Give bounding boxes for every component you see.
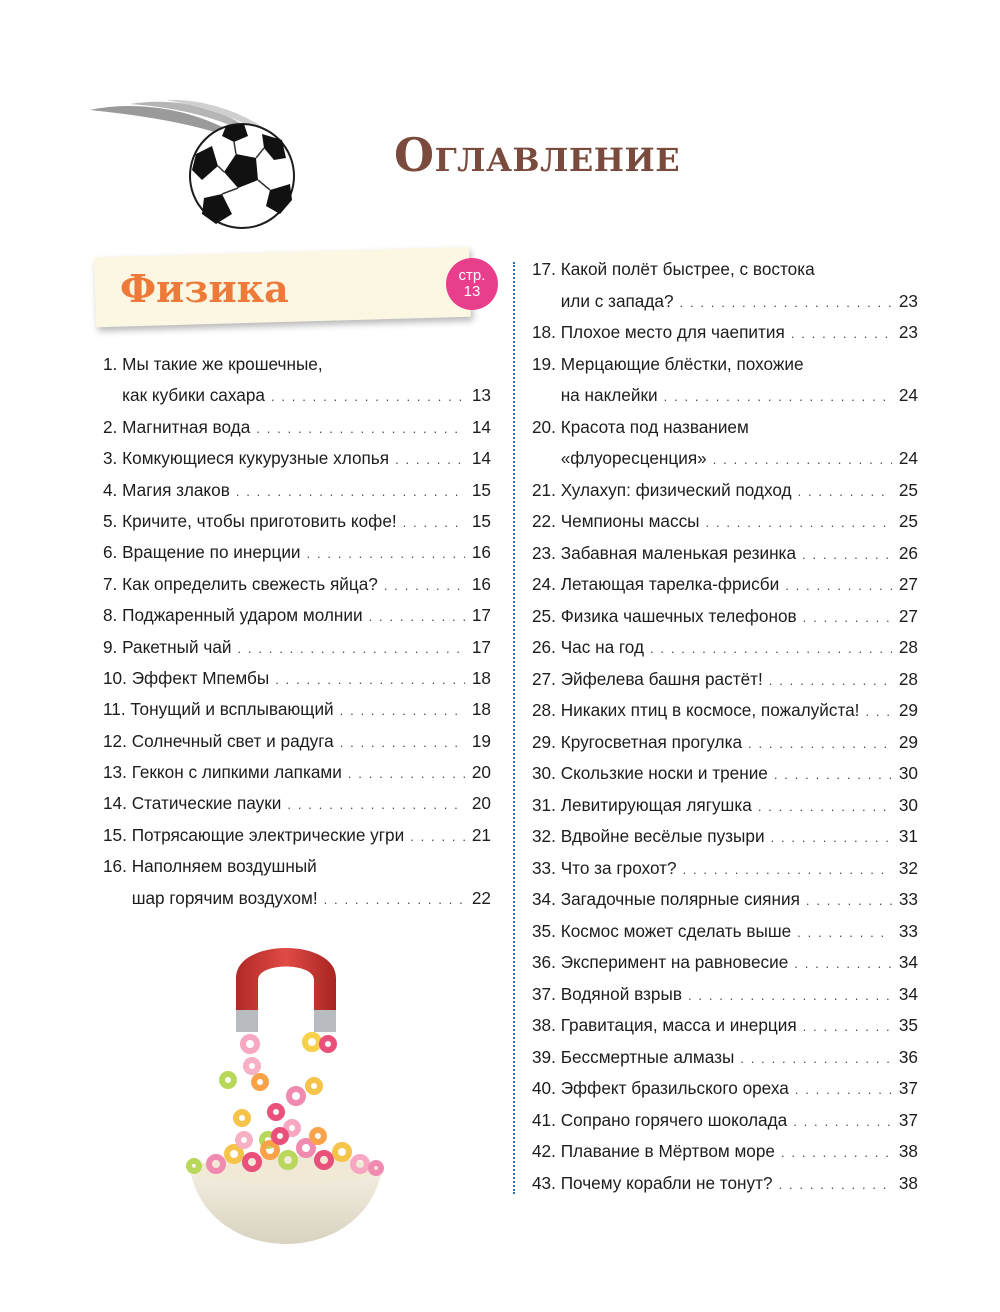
toc-entry-title: Бессмертные алмазы [560,1046,735,1067]
dot-leader [688,980,892,1012]
toc-line [103,851,491,882]
toc-entry-number: 12. [103,730,127,751]
toc-page-number: 32 [898,857,918,878]
toc-entry-number: 42. [532,1141,556,1161]
toc-page-number: 28 [898,637,918,657]
toc-page-number: 30 [898,794,918,815]
toc-line [532,1042,918,1074]
toc-line [103,726,491,757]
toc-page-number: 22 [471,887,491,908]
dot-leader [395,444,465,475]
toc-page-number: 30 [898,763,918,783]
toc-entry [532,317,918,349]
toc-page-number: 26 [898,542,918,563]
toc-page-number: 14 [471,416,491,437]
toc-entry [103,663,491,694]
toc-entry-number: 38. [532,1015,556,1035]
toc-entry-number: 36. [532,952,556,972]
toc-line [532,349,918,381]
toc-page-number: 29 [898,731,918,752]
toc-entry-number: 27. [532,668,556,689]
toc-entry-title: Вращение по инерции [122,542,301,563]
toc-entry-number: 7. [103,573,118,594]
toc-line [103,883,491,914]
toc-page-number: 33 [898,920,918,941]
toc-line [532,254,918,286]
toc-entry-number: 5. [103,510,118,531]
toc-entry-title: или с запада? [560,290,674,311]
toc-page-number: 15 [471,479,491,500]
toc-line [103,537,491,568]
toc-page-number: 18 [471,667,491,688]
toc-page-number: 34 [898,952,918,972]
toc-page-number: 17 [471,605,491,626]
dot-leader [806,885,892,917]
soccer-ball-illustration [86,96,302,230]
toc-line [532,916,918,948]
column-divider [513,262,515,1194]
dot-leader [275,664,465,695]
toc-entry-number: 1. [103,354,118,374]
toc-page-number: 25 [898,511,918,531]
toc-entry [532,884,918,916]
toc-entry-number: 39. [532,1046,556,1067]
toc-entry-number: 25. [532,605,556,626]
toc-entry-title: Хулахуп: физический подход [560,479,792,500]
toc-page-number: 16 [471,542,491,563]
toc-entry [532,979,918,1011]
dot-leader [384,570,465,601]
toc-entry-number: 34. [532,889,556,909]
toc-entry-number: 21. [532,479,556,500]
dot-leader [236,476,465,507]
dot-leader [803,602,892,634]
toc-page-number: 20 [471,793,491,814]
toc-line [532,853,918,885]
toc-entry-number: 17. [532,259,556,279]
toc-entry-number: 9. [103,636,118,657]
toc-page-number: 27 [898,605,918,626]
toc-line [532,1168,918,1200]
toc-page-number: 21 [471,824,491,845]
dot-leader [779,1169,892,1201]
toc-entry [103,820,491,851]
toc-entry-title: Как определить свежесть яйца? [122,573,378,594]
toc-entry-title: Наполняем воздушный [131,856,317,877]
toc-entry-number: 10. [103,667,127,688]
toc-line [532,1073,918,1105]
toc-page-number: 23 [898,290,918,311]
toc-entry [532,601,918,633]
toc-page-number: 29 [898,700,918,720]
dot-leader [793,1106,892,1138]
toc-line [532,727,918,759]
dot-leader [713,444,892,476]
toc-entry-number: 35. [532,920,556,941]
toc-entry-number: 4. [103,479,118,500]
toc-entry-number: 11. [103,699,126,720]
page-badge-number: 13 [463,283,481,300]
dot-leader [340,695,465,726]
toc-entry-number: 41. [532,1109,556,1130]
toc-line [532,475,918,507]
toc-line [532,758,918,790]
dot-leader [271,381,465,412]
toc-line [532,443,918,475]
toc-page-number: 28 [898,668,918,689]
toc-line [103,757,491,788]
dot-leader [324,884,465,915]
page-badge-label: стр. [458,267,486,284]
toc-entry-title: Гравитация, масса и инерция [560,1015,797,1035]
toc-entry [532,664,918,696]
dot-leader [348,758,465,789]
dot-leader [748,728,892,760]
toc-entry-number: 37. [532,983,556,1004]
toc-entry-title: Загадочные полярные сияния [560,889,800,909]
dot-leader [307,538,465,569]
toc-entry [103,349,491,412]
toc-entry-number: 31. [532,794,556,815]
toc-left-column [103,349,491,914]
toc-line [103,380,491,411]
toc-entry-title: Физика чашечных телефонов [560,605,797,626]
toc-page-number: 18 [471,699,491,720]
toc-line [532,979,918,1011]
toc-entry-title: Ракетный чай [122,636,232,657]
toc-page-number: 31 [898,826,918,846]
toc-entry-number: 15. [103,824,127,845]
toc-entry [532,569,918,601]
toc-entry [532,475,918,507]
toc-entry-number: 33. [532,857,556,878]
section-title: Физика [120,266,289,311]
toc-line [532,664,918,696]
toc-line [103,475,491,506]
toc-entry-title: Водяной взрыв [560,983,682,1004]
toc-line [532,506,918,538]
toc-entry [532,412,918,475]
toc-entry-title: Солнечный свет и радуга [131,730,334,751]
toc-line [103,788,491,819]
toc-line [103,600,491,631]
dot-leader [803,1011,892,1043]
toc-entry-number: 29. [532,731,556,752]
toc-line [103,632,491,663]
dot-leader [791,318,892,350]
toc-entry-number: 26. [532,637,556,657]
toc-entry-title: Эффект бразильского ореха [560,1078,789,1098]
toc-entry-title: Кругосветная прогулка [560,731,743,752]
toc-entry [532,695,918,727]
toc-line [532,538,918,570]
toc-line [532,695,918,727]
dot-leader [256,413,465,444]
toc-page-number: 23 [898,322,918,342]
toc-entry-number: 2. [103,416,118,437]
toc-entry [532,632,918,664]
dot-leader [774,759,892,791]
toc-entry-title: Летающая тарелка-фрисби [560,574,780,594]
toc-entry [103,443,491,474]
toc-entry-number: 6. [103,542,118,563]
toc-line [103,663,491,694]
toc-page-number: 20 [471,762,491,783]
toc-entry-title: Магнитная вода [122,416,251,437]
toc-page-number: 36 [898,1046,918,1067]
toc-line [532,947,918,979]
toc-entry [532,349,918,412]
toc-entry-number: 13. [103,762,127,783]
toc-page-number: 24 [898,385,918,405]
toc-line [532,317,918,349]
toc-entry-number: 22. [532,511,556,531]
toc-line [103,349,491,380]
magnet-cereal-illustration [176,932,386,1257]
toc-right-column [532,254,918,1199]
toc-entry-number: 30. [532,763,556,783]
toc-entry-title: Кричите, чтобы приготовить кофе! [122,510,397,531]
dot-leader [781,1137,892,1169]
page-badge [446,258,498,310]
toc-entry-number: 43. [532,1172,556,1193]
toc-entry [532,538,918,570]
toc-entry [532,727,918,759]
toc-entry-title: Статические пауки [131,793,282,814]
toc-line [532,632,918,664]
toc-page-number: 19 [471,730,491,751]
toc-entry-number: 23. [532,542,556,563]
toc-entry-title: Чемпионы массы [560,511,700,531]
toc-line [532,380,918,412]
toc-line [103,694,491,725]
toc-entry-title: Скользкие носки и трение [560,763,768,783]
toc-line [532,884,918,916]
dot-leader [410,821,465,852]
toc-entry [103,726,491,757]
toc-entry-number: 24. [532,574,556,594]
dot-leader [740,1043,892,1075]
toc-line [103,569,491,600]
toc-line [532,286,918,318]
toc-entry-number: 40. [532,1078,556,1098]
dot-leader [369,601,465,632]
toc-entry-title: Комкующиеся кукурузные хлопья [122,448,390,469]
toc-line [532,821,918,853]
toc-entry [103,412,491,443]
toc-entry [532,506,918,538]
toc-entry [532,1168,918,1200]
toc-entry-title: на наклейки [560,385,658,405]
toc-line [532,1010,918,1042]
toc-line [532,601,918,633]
dot-leader [706,507,892,539]
toc-entry [103,600,491,631]
dot-leader [238,633,466,664]
toc-line [103,820,491,851]
toc-line [532,1105,918,1137]
toc-entry-title: Красота под названием [560,416,749,437]
toc-entry-title: Мерцающие блёстки, похожие [560,353,804,374]
toc-entry [103,694,491,725]
toc-entry-title: Геккон с липкими лапками [131,762,342,783]
toc-entry [532,821,918,853]
toc-line [103,506,491,537]
toc-entry [103,851,491,914]
toc-entry-number: 19. [532,353,556,374]
toc-page-number: 14 [471,448,491,469]
dot-leader [650,633,892,665]
toc-entry-title: Час на год [560,637,644,657]
toc-entry-number: 20. [532,416,556,437]
toc-entry [532,853,918,885]
toc-entry-number: 16. [103,856,127,877]
dot-leader [683,854,892,886]
dot-leader [340,727,465,758]
toc-entry-title: Плохое место для чаепития [560,322,785,342]
toc-entry-title: Левитирующая лягушка [560,794,752,815]
toc-entry-title: Эффект Мпембы [131,667,270,688]
toc-entry [532,947,918,979]
toc-entry-title: Эксперимент на равновесие [560,952,789,972]
toc-page-number: 27 [898,574,918,594]
dot-leader [802,539,892,571]
toc-entry [532,758,918,790]
toc-entry-title: Забавная маленькая резинка [560,542,797,563]
toc-entry [103,475,491,506]
toc-page-number: 16 [471,573,491,594]
toc-entry-title: Вдвойне весёлые пузыри [560,826,765,846]
toc-entry [532,1105,918,1137]
toc-page-number: 37 [898,1078,918,1098]
dot-leader [785,570,892,602]
toc-entry [103,506,491,537]
dot-leader [794,948,892,980]
toc-entry-title: Потрясающие электрические угри [131,824,405,845]
toc-entry-title: Космос может сделать выше [560,920,792,941]
dot-leader [287,789,465,820]
toc-entry-number: 8. [103,605,118,626]
toc-page-number: 24 [898,448,918,468]
toc-page-number: 35 [898,1015,918,1035]
toc-entry [532,790,918,822]
toc-line [532,412,918,444]
toc-entry-title: Плавание в Мёртвом море [560,1141,775,1161]
toc-entry-title: шар горячим воздухом! [131,887,318,908]
toc-entry-number: 28. [532,700,556,720]
toc-entry-title: как кубики сахара [122,385,265,406]
toc-entry-title: Что за грохот? [560,857,677,878]
toc-entry [103,632,491,663]
toc-entry [532,254,918,317]
page-title: Оглавление [394,128,681,182]
toc-entry [532,1042,918,1074]
dot-leader [664,381,892,413]
toc-entry [103,757,491,788]
toc-entry-number: 14. [103,793,127,814]
toc-entry [532,1136,918,1168]
dot-leader [795,1074,892,1106]
toc-entry-number: 3. [103,448,118,469]
toc-entry-number: 18. [532,322,556,342]
toc-entry-title: Магия злаков [122,479,230,500]
dot-leader [771,822,892,854]
toc-entry [532,1073,918,1105]
toc-entry-title: Мы такие же крошечные, [122,354,323,374]
toc-page-number: 34 [898,983,918,1004]
toc-page-number: 38 [898,1141,918,1161]
toc-entry-title: Тонущий и всплывающий [130,699,334,720]
toc-page-number: 37 [898,1109,918,1130]
toc-line [532,1136,918,1168]
toc-page-number: 15 [471,510,491,531]
dot-leader [403,507,465,538]
dot-leader [865,696,892,728]
toc-entry [103,788,491,819]
toc-page-number: 38 [898,1172,918,1193]
toc-entry-title: «флуоресценция» [560,448,707,468]
toc-entry-title: Сопрано горячего шоколада [560,1109,788,1130]
toc-line [532,569,918,601]
dot-leader [769,665,892,697]
toc-line [103,412,491,443]
toc-page-number: 13 [471,385,491,406]
toc-entry [103,569,491,600]
toc-line [103,443,491,474]
toc-entry-title: Почему корабли не тонут? [560,1172,773,1193]
toc-entry-title: Никаких птиц в космосе, пожалуйста! [560,700,860,720]
toc-entry [532,1010,918,1042]
toc-entry-title: Какой полёт быстрее, с востока [560,259,815,279]
dot-leader [797,917,892,949]
toc-entry [532,916,918,948]
dot-leader [680,287,892,319]
toc-entry-title: Эйфелева башня растёт! [560,668,763,689]
toc-entry-title: Поджаренный ударом молнии [122,605,363,626]
toc-entry-number: 32. [532,826,556,846]
toc-line [532,790,918,822]
toc-page-number: 17 [471,636,491,657]
dot-leader [758,791,892,823]
toc-page-number: 33 [898,889,918,909]
dot-leader [798,476,892,508]
toc-entry [103,537,491,568]
toc-page-number: 25 [898,479,918,500]
